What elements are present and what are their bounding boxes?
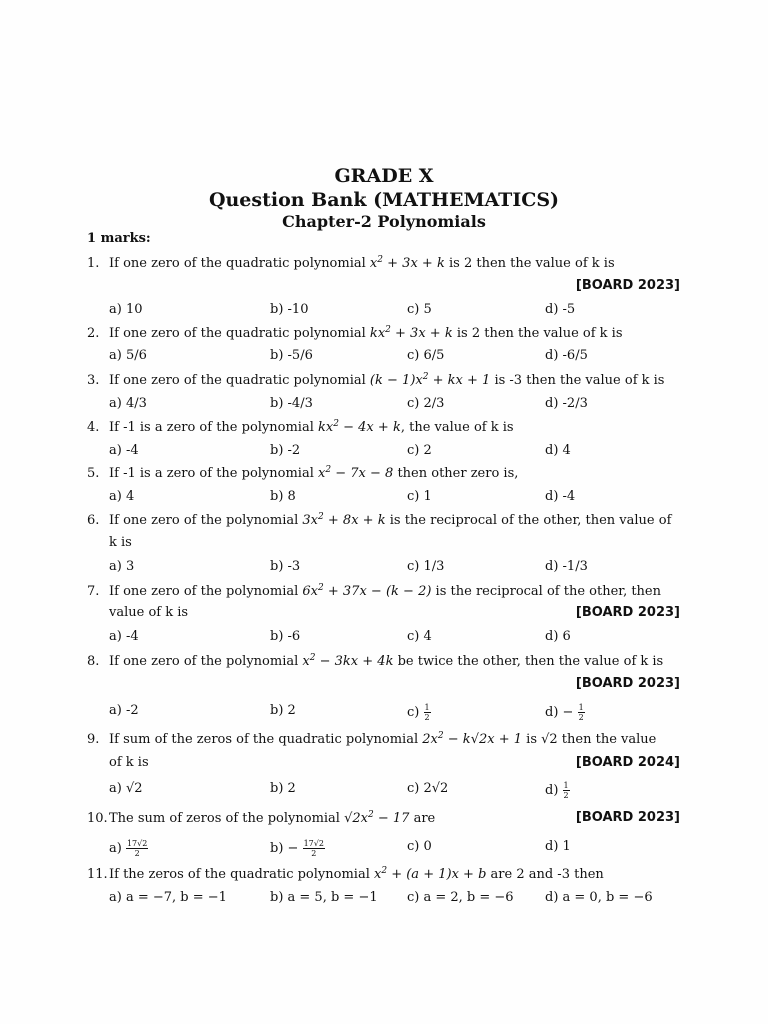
option-a: a) 4/3 [109,396,147,411]
option-b: b) 8 [270,489,296,504]
option-a: a) -4 [109,629,139,644]
question-continuation: of k is [109,755,149,770]
question-4: 4. If -1 is a zero of the polynomial $kx^2 - 4x + k$, the value of k is [87,419,514,435]
option-b: b) 2 [270,781,296,796]
option-c: c) 2√2 [407,781,449,796]
option-d: d) -4 [545,489,576,504]
fraction: $\frac{1}{2}$ [424,703,430,722]
option-c: c) 0 [407,839,432,854]
option-b: b) -6 [270,629,301,644]
option-a: a) $\frac{17√2}{2}$ [109,839,148,858]
question-expression: $x^2 + 3x + k$ [369,255,445,271]
option-c: c) 1 [407,489,432,504]
section-label: 1 marks: [87,231,151,246]
question-number: 5. [87,466,100,481]
question-number: 7. [87,584,100,599]
bank-title: Question Bank (MATHEMATICS) [208,189,560,211]
option-a: a) -4 [109,443,139,458]
option-d: d) 4 [545,443,571,458]
question-continuation: value of k is [109,605,189,620]
option-a: a) √2 [109,781,143,796]
chapter-title: Chapter-2 Polynomials [282,212,486,231]
board-tag: [BOARD 2024] [575,755,680,770]
question-8: 8. If one zero of the polynomial $x^2 - 3kx + 4k$ be twice the other, then the value of k is [87,653,664,669]
option-c: c) 4 [407,629,432,644]
question-7: 7. If one zero of the polynomial $6x^2 + 37x - (k - 2)$ is the reciprocal of the other, then [87,583,661,599]
option-c: c) a = 2, b = −6 [407,890,514,905]
question-expression: $x^2 + (a + 1)x + b$ [373,866,487,882]
option-d: d) -2/3 [545,396,588,411]
question-expression: $x^2 - 7x - 8$ [318,465,394,481]
option-b: b) -3 [270,559,301,574]
option-b: b) a = 5, b = −1 [270,890,378,905]
board-tag: [BOARD 2023] [575,676,680,691]
question-9: 9. If sum of the zeros of the quadratic polynomial $2x^2 - k√2x + 1$ is √2 then the value [87,731,657,747]
option-d: d) a = 0, b = −6 [545,890,653,905]
question-expression: $kx^2 - 4x + k$ [318,419,401,435]
option-d: d) $\frac{1}{2}$ [545,781,569,800]
question-expression: $2x^2 - k√2x + 1$ [422,731,523,747]
fraction: $\frac{1}{2}$ [578,703,584,722]
option-d: d) -6/5 [545,348,588,363]
question-expression: $kx^2 + 3x + k$ [369,325,453,341]
option-b: b) − $\frac{17√2}{2}$ [270,839,324,858]
option-d: d) 6 [545,629,571,644]
fraction: $\frac{1}{2}$ [563,781,569,800]
board-tag: [BOARD 2023] [575,278,680,293]
question-number: 4. [87,420,100,435]
board-tag: [BOARD 2023] [575,810,680,825]
option-a: a) 3 [109,559,135,574]
question-expression: $3x^2 + 8x + k$ [302,512,386,528]
question-1: 1. If one zero of the quadratic polynomial $x^2 + 3x + k$ is 2 then the value of k is [87,255,615,271]
option-c: c) 6/5 [407,348,445,363]
option-c: c) 5 [407,302,432,317]
question-number: 11. [87,867,108,882]
option-b: b) -2 [270,443,301,458]
option-b: b) -4/3 [270,396,313,411]
question-5: 5. If -1 is a zero of the polynomial $x^2 - 7x - 8$ then other zero is, [87,465,519,481]
option-a: a) -2 [109,703,139,718]
fraction: $\frac{17√2}{2}$ [126,839,148,858]
question-number: 1. [87,256,100,271]
option-c: c) 2 [407,443,432,458]
question-number: 2. [87,326,100,341]
question-number: 8. [87,654,100,669]
grade-title: GRADE X [334,165,434,187]
question-continuation: k is [109,535,132,550]
question-expression: $x^2 - 3kx + 4k$ [302,653,394,669]
option-b: b) 2 [270,703,296,718]
option-c: c) 2/3 [407,396,445,411]
option-d: d) 1 [545,839,571,854]
board-tag: [BOARD 2023] [575,605,680,620]
question-3: 3. If one zero of the quadratic polynomial $(k - 1)x^2$ + kx + 1 is -3 then the value of k is [87,372,665,388]
option-d: d) -1/3 [545,559,588,574]
question-11: 11.If the zeros of the quadratic polynomial $x^2 + (a + 1)x + b$ are 2 and -3 then [87,866,604,882]
option-d: d) − $\frac{1}{2}$ [545,703,584,722]
question-expression: $6x^2 + 37x - (k - 2)$ [302,583,432,599]
question-expression: $(k - 1)x^2$ + kx + 1 [369,372,491,388]
question-number: 3. [87,373,100,388]
fraction: $\frac{17√2}{2}$ [303,839,324,858]
option-b: b) -5/6 [270,348,313,363]
option-a: a) a = −7, b = −1 [109,890,227,905]
question-number: 6. [87,513,100,528]
question-expression: $√2x^2 - 17$ [344,810,410,826]
question-number: 9. [87,732,100,747]
option-b: b) -10 [270,302,309,317]
option-d: d) -5 [545,302,576,317]
question-number: 10. [87,811,108,826]
option-a: a) 10 [109,302,143,317]
option-c: c) $\frac{1}{2}$ [407,703,430,722]
question-2: 2. If one zero of the quadratic polynomial $kx^2 + 3x + k$ is 2 then the value of k is [87,325,623,341]
option-a: a) 5/6 [109,348,147,363]
question-6: 6. If one zero of the polynomial $3x^2 + 8x + k$ is the reciprocal of the other, then value of [87,512,672,528]
question-10: 10.The sum of zeros of the polynomial $√2x^2 - 17$ are [87,810,436,826]
option-c: c) 1/3 [407,559,445,574]
option-a: a) 4 [109,489,135,504]
